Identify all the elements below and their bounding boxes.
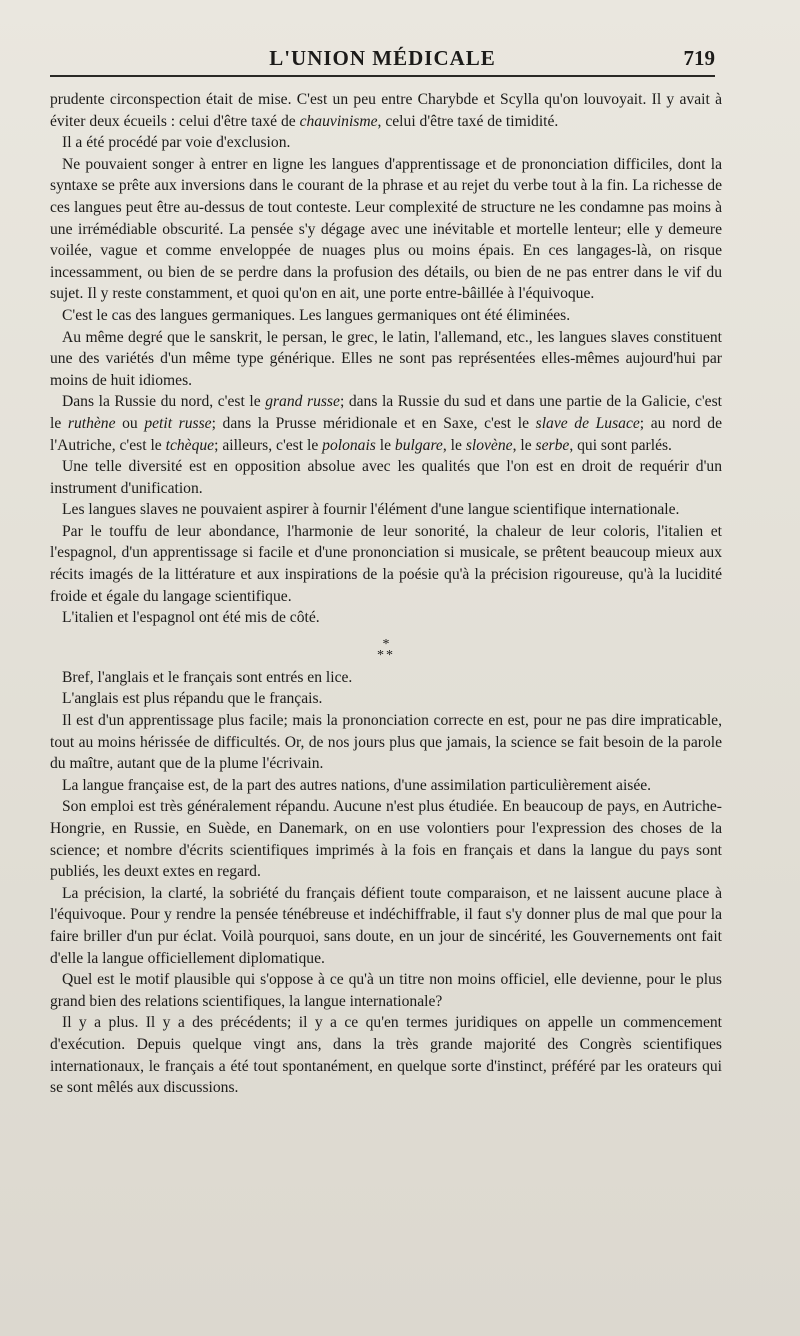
paragraph [50,775,722,797]
paragraph [50,89,722,132]
paragraph [50,499,722,521]
paragraph [50,667,722,689]
page-number: 719 [683,46,715,70]
header-rule [50,75,715,77]
text-run: Quel est le motif plausible qui s'oppose à ce qu'à un titre non moins officiel, elle devienne, pour le plus grand bien des relations scientifiques, la langue internationale? [50,971,722,1010]
paragraph [50,969,722,1012]
paragraph [50,132,722,154]
text-run: , le [512,436,536,454]
italic-term: ruthène [67,414,116,432]
text-run: ou [115,414,145,432]
text-run: Ne pouvaient songer à entrer en ligne les langues d'apprentissage et de prononciation difficiles, dont la syntaxe se prête aux inversions dans le courant de la phrase et au rejet du verbe tout à la fin. La richesse de ces langues peut être au-dessus de tout conteste. Leur complexité de structure ne les condamne pas moins à une irrémédiable obscurité. La pensée s'y dégage avec une inévitable et mortelle lenteur; elle y demeure voilée, vague et comme enveloppée de nuages plus ou moins épais. En ces langages-là, on risque incessamment, ou bien de se perdre dans la profusion des détails, ou bien de ne pas entrer dans le vif du sujet. Il y reste constamment, et quoi qu'on en ait, une porte entre-bâillée à l'équivoque. [50,155,722,303]
paragraph [50,883,722,969]
paragraph [50,327,722,392]
text-run: L'anglais est plus répandu que le français. [62,690,323,708]
text-run: C'est le cas des langues germaniques. Les langues germaniques ont été éliminées. [62,306,571,324]
text-run: le [375,436,395,454]
text-run: Bref, l'anglais et le français sont entrés en lice. [62,668,353,686]
paragraph [50,391,722,456]
body-text [50,89,722,1099]
text-run: L'italien et l'espagnol ont été mis de côté. [62,609,320,627]
text-run: Les langues slaves ne pouvaient aspirer à fournir l'élément d'une langue scientifique internationale. [62,501,680,519]
paragraph [50,521,722,607]
italic-term: serbe [535,436,570,454]
text-run: Dans la Russie du nord, c'est le [62,393,266,411]
paragraph [50,710,722,775]
text-run: ; dans la Prusse méridionale et en Saxe, c'est le [211,414,536,432]
running-title: L'UNION MÉDICALE [269,46,496,70]
text-run: Son emploi est très généralement répandu. Aucune n'est plus étudiée. En beaucoup de pays, en Autriche-Hongrie, en Russie, en Suède, en Danemark, on en use volontiers pour l'expression des choses de la science; et nombre d'écrits scientifiques imprimés à la fois en français et dans la langue du pays sont publiés, les deuxt extes en regard. [50,798,722,881]
italic-term: slave de Lusace [535,414,640,432]
paragraph [50,1012,722,1098]
text-run: Il y a plus. Il y a des précédents; il y a ce qu'en termes juridiques on appelle un commencement d'exécution. Depuis quelque vingt ans, dans la très grande majorité des Congrès scientifiques internationaux, le français a été tout spontanément, en quelque sorte d'instinct, préféré par les orateurs qui se sont mêlés aux discussions. [50,1014,722,1097]
paragraph [50,607,722,629]
italic-term: bulgare [394,436,443,454]
text-run: Il a été procédé par voie d'exclusion. [62,134,291,152]
text-run: ; au nord de l'Autriche, c'est le [50,414,722,454]
text-run: prudente circonspection était de mise. C'est un peu entre Charybde et Scylla qu'on louvoyait. Il y avait à éviter deux écueils : celui d'être taxé de [50,91,722,130]
text-run: Au même degré que le sanskrit, le persan, le grec, le latin, l'allemand, etc., les langues slaves constituent une des variétés d'un même type générique. Elles ne sont pas représentées elles-mêmes aujourd'hui par moins de huit idiomes. [50,328,722,389]
text-run: La précision, la clarté, la sobriété du français défient toute comparaison, et ne laissent aucune place à l'équivoque. Pour y rendre la pensée ténébreuse et indéchiffrable, il faut s'y donner plus de mal que pour la faire briller d'un pur éclat. Voilà pourquoi, sans doute, en un jour de sincérité, les Gouvernements ont fait d'elle la langue officiellement diplomatique. [50,884,722,967]
italic-term: tchèque [165,436,215,454]
italic-term: chauvinisme [299,112,378,130]
text-run: Une telle diversité est en opposition absolue avec les qualités que l'on est en droit de requérir d'un instrument d'unification. [50,458,722,497]
italic-term: petit russe [144,414,212,432]
page-header [50,42,715,82]
text-run: ; ailleurs, c'est le [214,436,323,454]
text-run: , celui d'être taxé de timidité. [377,112,559,130]
italic-term: slovène [465,436,513,454]
text-run: Par le touffu de leur abondance, l'harmonie de leur sonorité, la chaleur de leur coloris, l'italien et l'espagnol, d'un apprentissage si facile et d'une prononciation si musicale, se prêtent beaucoup mieux aux récits imagés de la littérature et aux inspirations de la poésie qu'à la précision rigoureuse, qu'à la lucidité froide et égale du langage scientifique. [50,522,722,605]
paragraph [50,305,722,327]
italic-term: polonais [322,436,376,454]
paragraph [50,688,722,710]
text-run: , le [442,436,466,454]
paragraph [50,796,722,882]
text-run: La langue française est, de la part des autres nations, d'une assimilation particulièrement aisée. [62,776,652,794]
paragraph [50,154,722,305]
section-separator-asterism: * ** [377,636,395,663]
italic-term: grand russe [265,393,340,411]
paragraph [50,456,722,499]
text-run: ; dans la Russie du sud et dans une partie de la Galicie, c'est le [50,393,723,432]
text-run: Il est d'un apprentissage plus facile; mais la prononciation correcte en est, pour ne pas dire impraticable, tout au moins hérissée de difficultés. Or, de nos jours plus que jamais, la science se fait besoin de la parole du maître, autant que de la plume l'écrivain. [50,712,722,773]
text-run: , qui sont parlés. [569,436,672,454]
